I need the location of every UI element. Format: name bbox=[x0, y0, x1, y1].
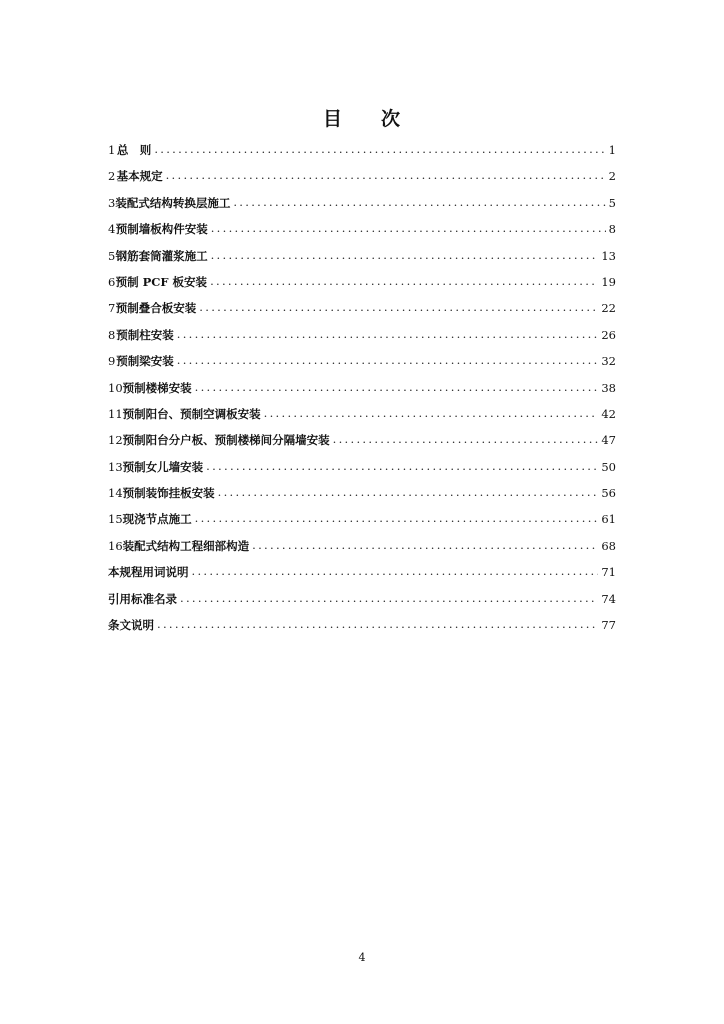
toc-entry[interactable] bbox=[108, 509, 616, 535]
toc-entry-number: 4 bbox=[108, 222, 116, 237]
toc-entry[interactable] bbox=[108, 483, 616, 509]
toc-entry-number: 8 bbox=[108, 327, 116, 342]
toc-leader-dots bbox=[211, 218, 606, 238]
toc-entry-page: 22 bbox=[601, 301, 616, 316]
toc-entry[interactable] bbox=[108, 430, 616, 456]
toc-entry[interactable] bbox=[108, 325, 616, 351]
toc-entry-title: 预制梁安装 bbox=[116, 354, 174, 369]
toc-leader-dots bbox=[206, 456, 598, 476]
toc-entry-page: 56 bbox=[601, 486, 616, 501]
toc-leader-dots bbox=[264, 403, 599, 423]
toc-entry-page: 26 bbox=[601, 327, 616, 342]
toc-entry-number: 13 bbox=[108, 459, 123, 474]
toc-entry[interactable] bbox=[108, 351, 616, 377]
toc-leader-dots bbox=[211, 245, 599, 265]
toc-entry-number: 14 bbox=[108, 486, 123, 501]
toc-leader-dots bbox=[195, 508, 599, 528]
toc-entry-number: 3 bbox=[108, 195, 116, 210]
toc-entry-title: 预制 PCF 板安装 bbox=[115, 274, 208, 289]
toc-entry[interactable] bbox=[108, 193, 616, 219]
toc-leader-dots bbox=[210, 271, 598, 291]
toc-entry-title: 预制女儿墙安装 bbox=[122, 459, 204, 474]
toc-leader-dots bbox=[177, 350, 599, 370]
toc-leader-dots bbox=[166, 165, 606, 185]
toc-entry[interactable] bbox=[108, 219, 616, 245]
toc-entry-title: 钢筋套筒灌浆施工 bbox=[115, 248, 208, 263]
toc-entry-page: 77 bbox=[601, 618, 616, 633]
toc-entry[interactable] bbox=[108, 140, 616, 166]
toc-entry-number: 10 bbox=[108, 380, 123, 395]
toc-entry-title: 条文说明 bbox=[108, 618, 154, 633]
toc-entry-title: 基本规定 bbox=[116, 169, 163, 184]
toc-entry-number: 1 bbox=[108, 143, 116, 157]
toc-entry-number: 2 bbox=[108, 169, 116, 184]
toc-entry[interactable] bbox=[108, 562, 616, 588]
toc-entry-page: 50 bbox=[601, 459, 616, 474]
toc-entry-title: 现浇节点施工 bbox=[122, 512, 192, 527]
page-number: 4 bbox=[358, 951, 366, 964]
toc-leader-dots bbox=[218, 482, 599, 502]
toc-leader-dots bbox=[157, 614, 598, 634]
toc-leader-dots bbox=[154, 139, 605, 159]
toc-entry-title: 引用标准名录 bbox=[108, 591, 177, 606]
toc-entry-page: 2 bbox=[608, 169, 616, 184]
toc-entry-title: 装配式结构转换层施工 bbox=[115, 195, 231, 210]
toc-entry-number: 12 bbox=[108, 433, 123, 448]
toc-entry-number: 16 bbox=[108, 538, 123, 553]
toc-entry-title: 装配式结构工程细部构造 bbox=[122, 538, 250, 553]
toc-entry[interactable] bbox=[108, 457, 616, 483]
toc-entry-number: 7 bbox=[108, 301, 116, 316]
toc-entry[interactable] bbox=[108, 404, 616, 430]
toc-leader-dots bbox=[192, 561, 599, 581]
title-char-2: 次 bbox=[381, 108, 402, 130]
toc-entry-number: 5 bbox=[108, 248, 116, 263]
toc-entry-page: 74 bbox=[601, 591, 616, 606]
toc-leader-dots bbox=[199, 297, 598, 317]
table-of-contents bbox=[108, 140, 616, 641]
toc-entry-title: 预制叠合板安装 bbox=[115, 301, 197, 316]
toc-entry-title: 预制楼梯安装 bbox=[122, 380, 192, 395]
toc-leader-dots bbox=[233, 192, 605, 212]
toc-entry-page: 71 bbox=[601, 565, 616, 580]
toc-entry-title: 总 则 bbox=[116, 143, 152, 157]
page-title bbox=[0, 104, 724, 131]
toc-entry-page: 13 bbox=[601, 248, 616, 263]
toc-leader-dots bbox=[333, 429, 599, 449]
toc-entry-number: 11 bbox=[108, 406, 123, 421]
toc-entry-title: 本规程用词说明 bbox=[108, 565, 189, 580]
toc-entry[interactable] bbox=[108, 378, 616, 404]
toc-entry-title: 预制墙板构件安装 bbox=[115, 222, 208, 237]
toc-entry-title: 预制阳台、预制空调板安装 bbox=[122, 406, 261, 421]
toc-entry-page: 68 bbox=[601, 538, 616, 553]
toc-entry-number: 15 bbox=[108, 512, 123, 527]
toc-entry-number: 9 bbox=[108, 354, 116, 369]
toc-entry-title: 预制柱安装 bbox=[116, 327, 174, 342]
toc-leader-dots bbox=[195, 377, 599, 397]
toc-leader-dots bbox=[177, 324, 599, 344]
title-char-1: 目 bbox=[322, 108, 343, 130]
toc-leader-dots bbox=[180, 588, 598, 608]
toc-entry[interactable] bbox=[108, 615, 616, 641]
toc-entry-page: 5 bbox=[608, 195, 616, 210]
toc-entry-title: 预制装饰挂板安装 bbox=[122, 486, 215, 501]
toc-entry-page: 1 bbox=[608, 143, 616, 157]
toc-entry-page: 42 bbox=[601, 406, 616, 421]
toc-entry-page: 47 bbox=[601, 433, 616, 448]
toc-entry[interactable] bbox=[108, 298, 616, 324]
toc-entry-page: 8 bbox=[608, 222, 616, 237]
toc-leader-dots bbox=[252, 535, 598, 555]
toc-entry[interactable] bbox=[108, 246, 616, 272]
toc-entry[interactable] bbox=[108, 166, 616, 192]
toc-entry-number: 6 bbox=[108, 274, 116, 289]
toc-entry[interactable] bbox=[108, 536, 616, 562]
toc-entry-page: 19 bbox=[601, 274, 616, 289]
toc-entry-title: 预制阳台分户板、预制楼梯间分隔墙安装 bbox=[122, 433, 330, 448]
toc-entry-page: 32 bbox=[601, 354, 616, 369]
toc-entry-page: 38 bbox=[601, 380, 616, 395]
toc-entry[interactable] bbox=[108, 589, 616, 615]
toc-entry[interactable] bbox=[108, 272, 616, 298]
toc-entry-page: 61 bbox=[601, 512, 616, 527]
